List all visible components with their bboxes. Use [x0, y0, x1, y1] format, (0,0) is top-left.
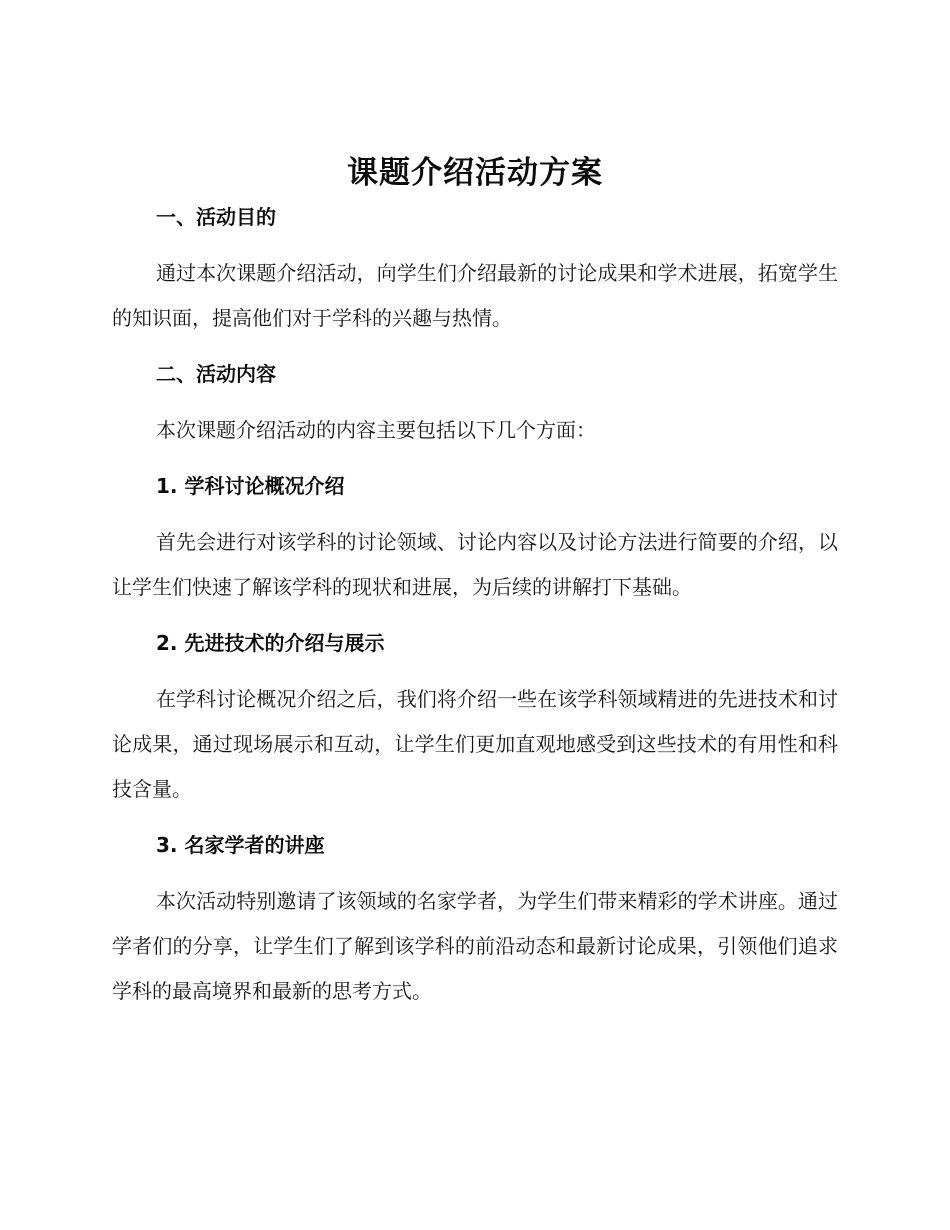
section-heading-purpose: 一、活动目的: [156, 205, 276, 229]
subheading-lecture: 3. 名家学者的讲座: [156, 833, 325, 857]
section-heading-content: 二、活动内容: [156, 362, 276, 386]
paragraph-lecture: 本次活动特别邀请了该领域的名家学者，为学生们带来精彩的学术讲座。通过学者们的分享，让学生们了解到该学科的前沿动态和最新讨论成果，引领他们追求学科的最高境界和最新的思考方式。: [112, 889, 838, 1003]
document-title: 课题介绍活动方案: [347, 155, 603, 191]
subheading-overview: 1. 学科讨论概况介绍: [156, 474, 345, 498]
subheading-technology: 2. 先进技术的介绍与展示: [156, 631, 385, 655]
paragraph-content-intro: 本次课题介绍活动的内容主要包括以下几个方面：: [156, 418, 596, 442]
paragraph-overview: 首先会进行对该学科的讨论领域、讨论内容以及讨论方法进行简要的介绍，以让学生们快速了解该学科的现状和进展，为后续的讲解打下基础。: [112, 530, 838, 599]
paragraph-purpose: 通过本次课题介绍活动，向学生们介绍最新的讨论成果和学术进展，拓宽学生的知识面，提高他们对于学科的兴趣与热情。: [112, 261, 838, 330]
paragraph-technology: 在学科讨论概况介绍之后，我们将介绍一些在该学科领域精进的先进技术和讨论成果，通过现场展示和互动，让学生们更加直观地感受到这些技术的有用性和科技含量。: [112, 687, 838, 801]
document-body: [112, 204, 838, 1014]
